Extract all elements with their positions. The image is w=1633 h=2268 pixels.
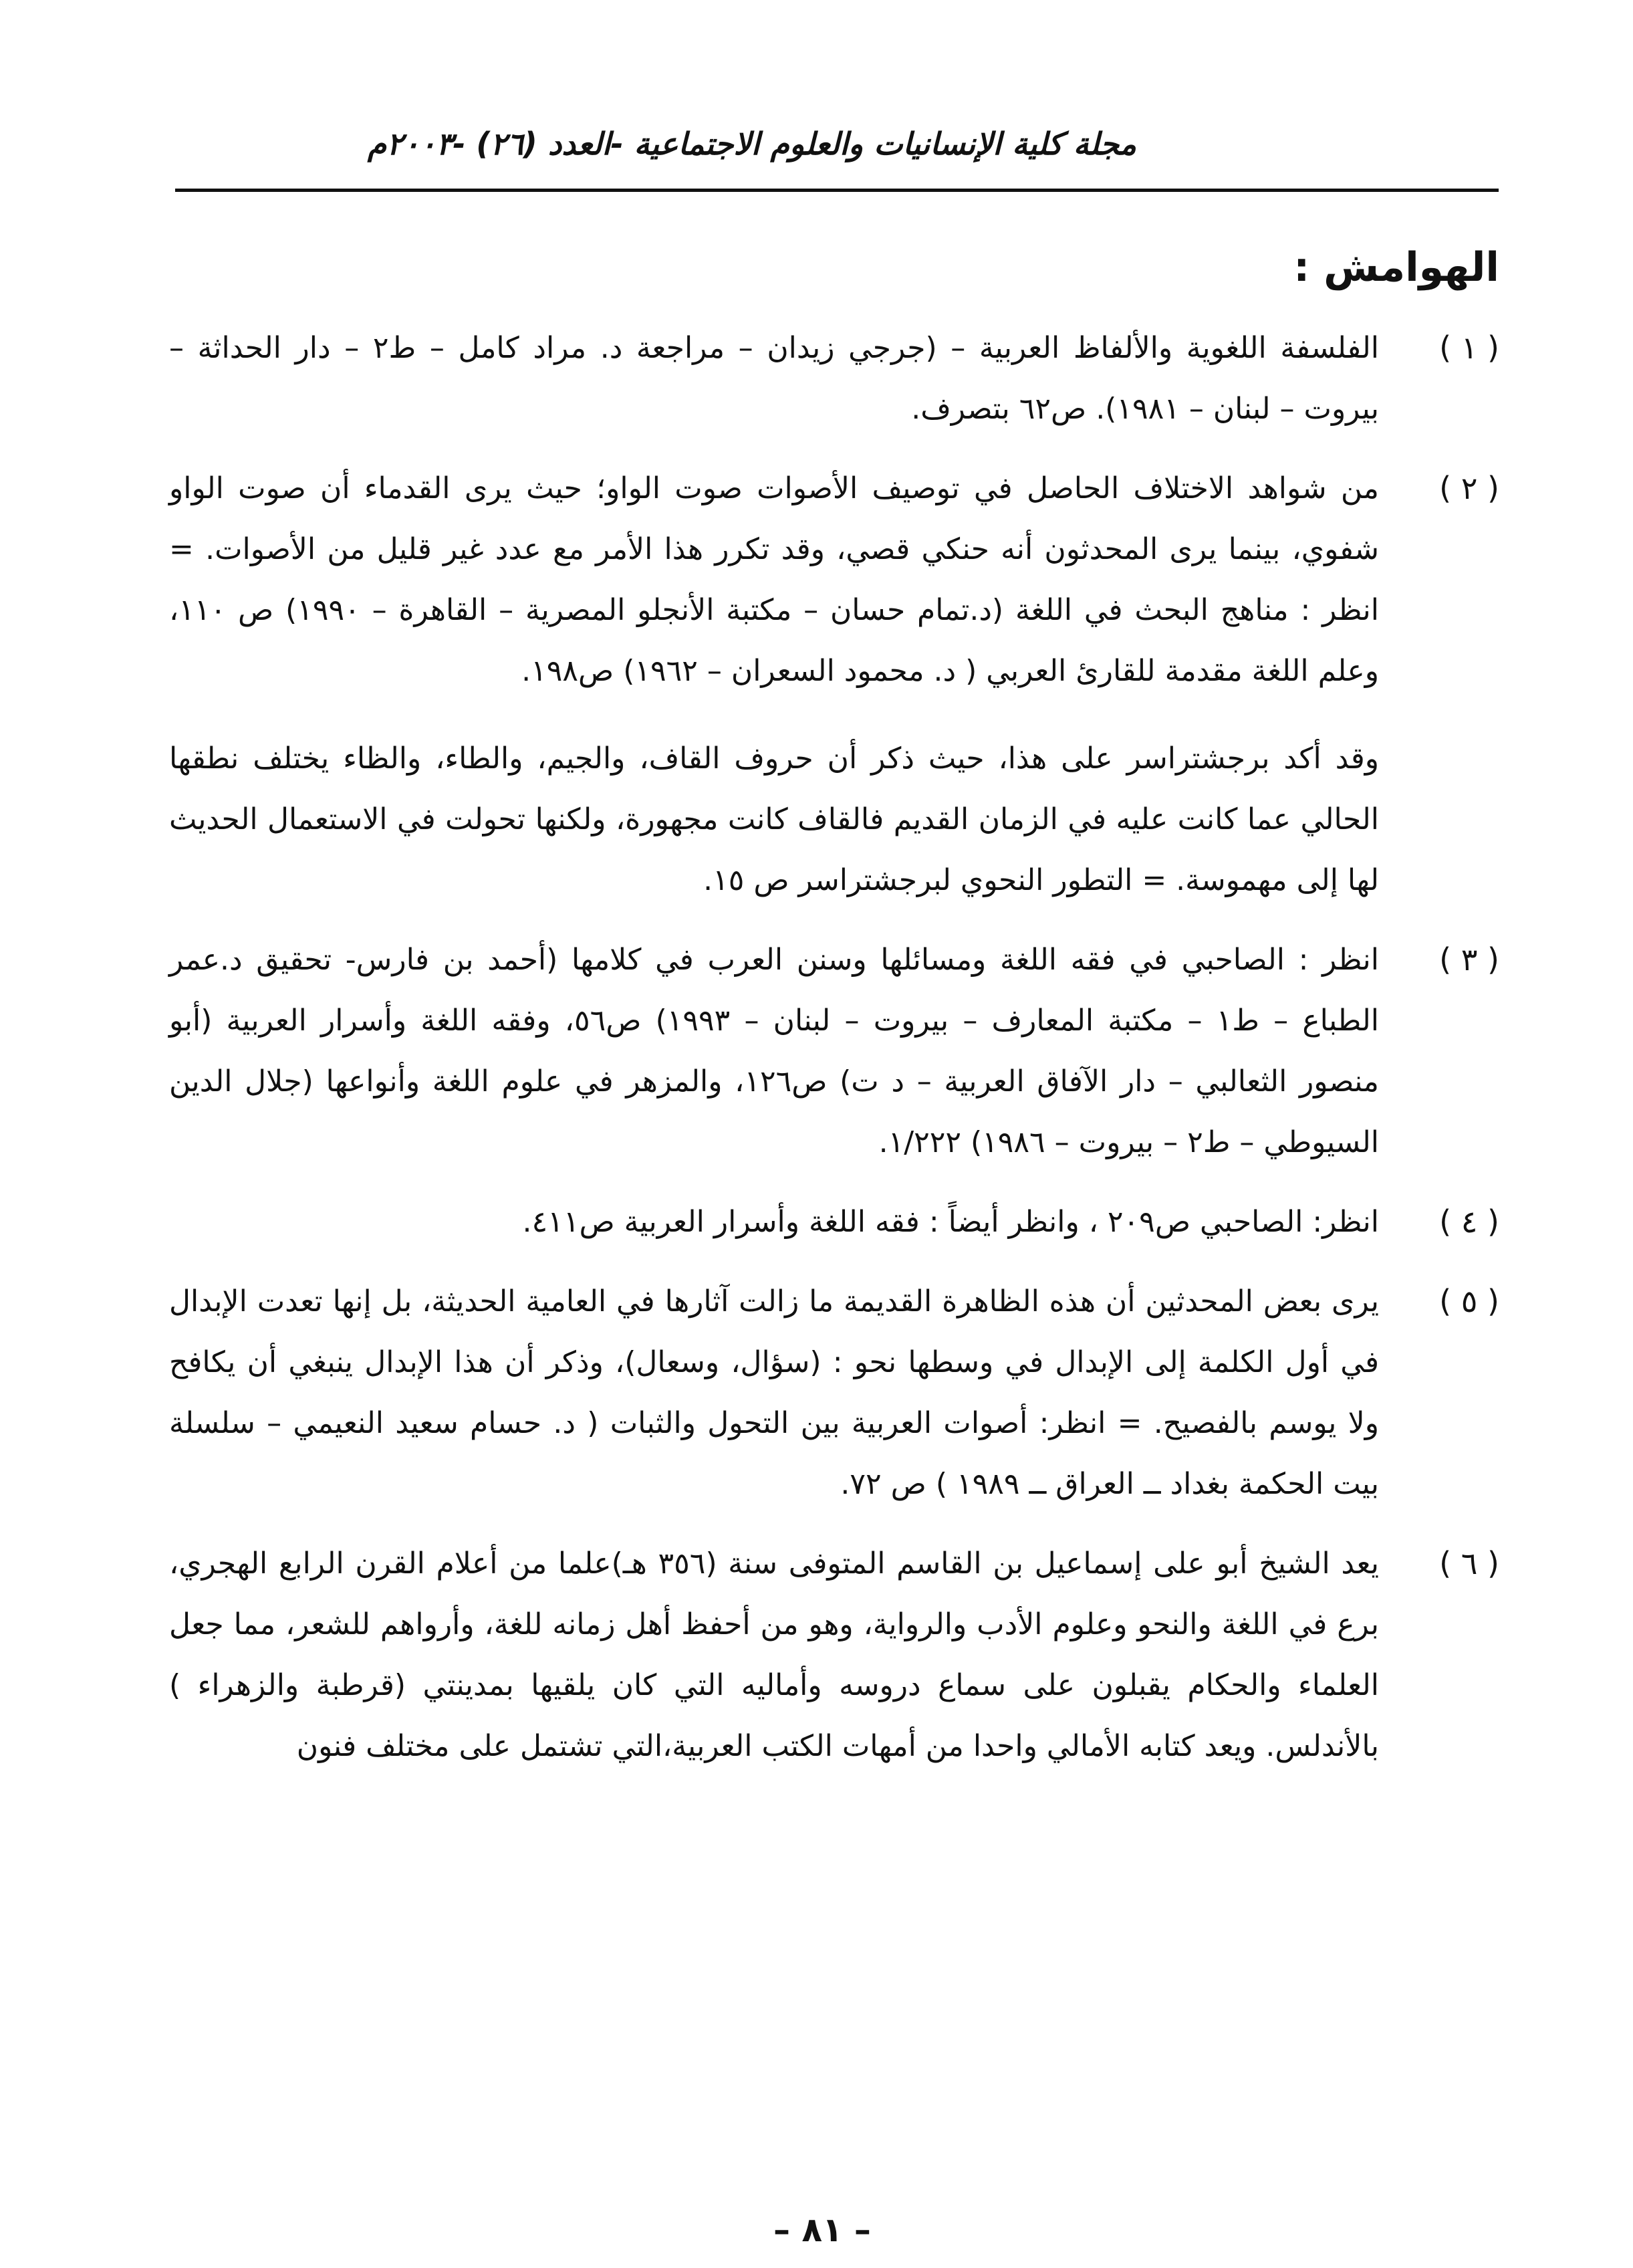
footnote-body (169, 929, 1379, 1173)
footnote-paragraph: يرى بعض المحدثين أن هذه الظاهرة القديمة ما زالت آثارها في العامية الحديثة، بل إنها تعدت الإبدال في أول الكلمة إلى الإبدال في وسطها نحو : (سؤال، وسعال)، وذكر أن هذا الإبدال ينبغي أن يكافح ولا يوسم بالفصيح. = انظر: أصوات العربية بين التحول والثبات ( د. حسام سعيد النعيمي – سلسلة بيت الحكمة بغداد ــ العراق ــ ١٩٨٩ ) ص ٧٢. (169, 1284, 1379, 1501)
footnote-paragraph: انظر: الصاحبي ص٢٠٩ ، وانظر أيضاً : فقه اللغة وأسرار العربية ص٤١١. (522, 1205, 1379, 1239)
footnote-paragraph: وقد أكد برجشتراسر على هذا، حيث ذكر أن حروف القاف، والجيم، والطاء، والظاء يختلف نطقها الحالي عما كانت عليه في الزمان القديم فالقاف كانت مجهورة، ولكنها تحولت في الاستعمال الحديث لها إلى مهموسة. = التطور النحوي لبرجشتراسر ص ١٥. (169, 742, 1379, 897)
footnote-number: ( ٦ ) (1439, 1545, 1499, 1581)
footnote-1 (169, 318, 1499, 439)
footnote-number: ( ٥ ) (1439, 1283, 1499, 1319)
footnote-paragraph: يعد الشيخ أبو على إسماعيل بن القاسم المتوفى سنة (٣٥٦ هـ)علما من أعلام القرن الرابع الهجري، برع في اللغة والنحو وعلوم الأدب والرواية، وهو من أحفظ أهل زمانه للغة، وأرواهم للشعر، مما جعل العلماء والحكام يقبلون على سماع دروسه وأماليه التي كان يلقيها بمدينتي (قرطبة والزهراء ) بالأندلس. ويعد كتابه الأمالي واحدا من أمهات الكتب العربية،التي تشتمل على مختلف فنون (169, 1547, 1379, 1763)
footnote-paragraph: انظر : الصاحبي في فقه اللغة ومسائلها وسنن العرب في كلامها (أحمد بن فارس- تحقيق د.عمر الطباع – ط١ – مكتبة المعارف – بيروت – لبنان – ١٩٩٣) ص٥٦، وفقه اللغة وأسرار العربية (أبو منصور الثعالبي – دار الآفاق العربية – د ت) ص١٢٦، والمزهر في علوم اللغة وأنواعها (جلال الدين السيوطي – ط٢ – بيروت – ١٩٨٦) ١/٢٢٢. (169, 943, 1379, 1159)
page-number: – ٨١ – (773, 2210, 871, 2249)
footnotes-list (169, 318, 1499, 1795)
footnote-paragraph: الفلسفة اللغوية والألفاظ العربية – (جرجي زيدان – مراجعة د. مراد كامل – ط٢ – دار الحداثة – بيروت – لبنان – ١٩٨١). ص٦٢ بتصرف. (169, 331, 1379, 426)
footnote-4 (169, 1192, 1499, 1252)
footnote-number: ( ٣ ) (1439, 941, 1499, 978)
footnote-number: ( ٤ ) (1439, 1204, 1499, 1240)
footnote-body (169, 458, 1379, 911)
footnote-body (169, 1271, 1379, 1514)
journal-running-header: مجلة كلية الإنسانيات والعلوم الاجتماعية -العدد (٢٦) -٢٠٠٣م (367, 126, 1136, 162)
footnote-3 (169, 929, 1499, 1173)
footnote-number: ( ٢ ) (1439, 470, 1499, 506)
footnote-5 (169, 1271, 1499, 1514)
footnote-number: ( ١ ) (1439, 330, 1499, 366)
footnotes-heading: الهوامش : (1293, 244, 1499, 291)
footnote-body (169, 318, 1379, 439)
header-divider (175, 189, 1499, 192)
footnote-6 (169, 1533, 1499, 1777)
footnote-body (169, 1192, 1379, 1252)
footnote-body (169, 1533, 1379, 1777)
footnote-paragraph: من شواهد الاختلاف الحاصل في توصيف الأصوات صوت الواو؛ حيث يرى القدماء أن صوت الواو شفوي، بينما يرى المحدثون أنه حنكي قصي، وقد تكرر هذا الأمر مع عدد غير قليل من الأصوات. = انظر : مناهج البحث في اللغة (د.تمام حسان – مكتبة الأنجلو المصرية – القاهرة – ١٩٩٠) ص ١١٠، وعلم اللغة مقدمة للقارئ العربي ( د. محمود السعران – ١٩٦٢) ص١٩٨. (169, 471, 1379, 688)
footnote-2 (169, 458, 1499, 911)
